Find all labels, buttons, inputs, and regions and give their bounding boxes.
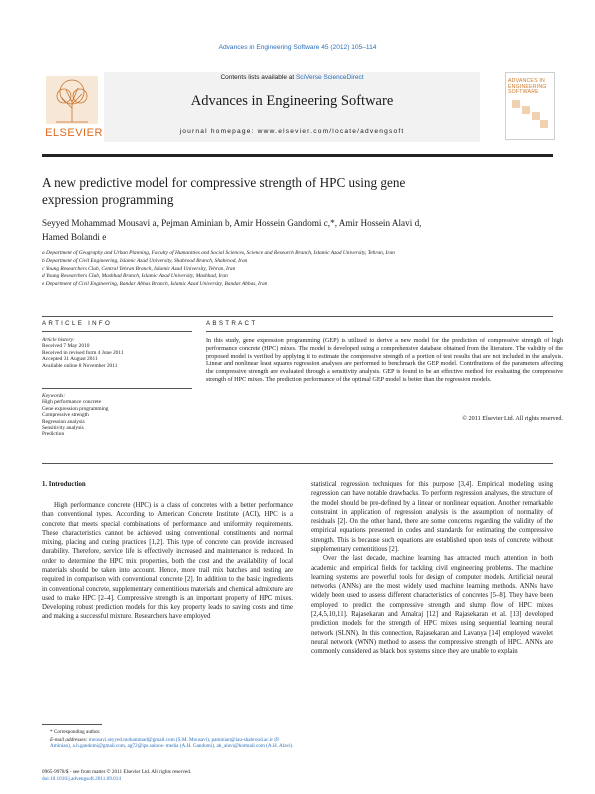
affiliation-item: e Department of Civil Engineering, Bandar Abbas Branch, Islamic Azad University, Bandar Abbas, Iran: [42, 281, 268, 288]
abstract-heading: ABSTRACT: [206, 320, 258, 327]
article-title: [42, 174, 512, 208]
abstract-text: In this study, gene expression programming (GEP) is utilized to derive a new model for the prediction of compressive strength of high performance concrete (HPC) mixes. The model is developed using a comprehensive database obtained from the literature. The validity of the proposed model is verified by applying it to estimate the compressive strength of a portion of test results that are not included in the analysis. Linear and nonlinear least squares regression analyses are performed to benchmark the GEP model. Contributions of the parameters affecting the compressive strength are evaluated through a sensitivity analysis. GEP is found to be an effective method for evaluating the compressive strength of HPC mixes. The prediction performance of the optimal GEP model is better than the regression models.: [206, 337, 563, 383]
cover-title: [508, 79, 552, 96]
journal-name: Advances in Engineering Software: [190, 93, 394, 109]
abstract-rule: [206, 331, 553, 332]
contents-availability: [104, 74, 480, 81]
keywords-label: Keywords:: [42, 393, 66, 399]
footnote-rule: [42, 724, 102, 725]
history-item: Available online 8 November 2011: [42, 362, 118, 369]
keyword: Regression analysis: [42, 418, 85, 425]
article-title-line: expression programming: [42, 192, 174, 207]
affiliation-item: a Department of Geography and Urban Planning, Faculty of Humanities and Social Sciences, Science and Research Branch, Islamic Azad University, Tehran, Iran: [42, 250, 395, 256]
issn-line: 0965-9978/$ - see front matter © 2011 Elsevier Ltd. All rights reserved.: [42, 769, 192, 775]
header-rule: [42, 154, 553, 157]
intro-column-left: [42, 501, 293, 622]
history-item: Received in revised form 4 June 2011: [42, 349, 124, 356]
keyword: Compressive strength: [42, 412, 89, 419]
keyword: High performance concrete: [42, 399, 101, 406]
section-rule: [42, 316, 553, 317]
affiliations: [42, 250, 562, 289]
article-title-line: A new predictive model for compressive strength of HPC using gene: [42, 175, 406, 190]
sciencedirect-link[interactable]: SciVerse ScienceDirect: [295, 74, 364, 81]
affiliation-item: c Young Researchers Club, Central Tehran Branch, Islamic Azad University, Tehran, Iran: [42, 265, 236, 272]
cover-title-line: SOFTWARE: [508, 89, 539, 96]
keyword: Prediction: [42, 431, 65, 438]
cover-title-line: ADVANCES IN: [508, 78, 545, 84]
doi-link[interactable]: doi:10.1016/j.advengsoft.2011.09.014: [42, 776, 121, 782]
emails-line[interactable]: media (A.H. Gandomi), ah_alavi@hotmail.com (A.H. Alavi).: [165, 743, 294, 750]
authors-line: Hamed Bolandi e: [42, 232, 107, 242]
paragraph: statistical regression techniques for this purpose [3,4]. Empirical modeling using regression can have notable drawbacks. To perform regression analyses, the structure of the model should be pre-defined by a linear or nonlinear equation. Another remarkable constraint in application of regression analysis is the assumption of normality of residuals [2]. On the other hand, there are some concerns regarding the validity of the empirical equations presented in codes and standards for estimating the compressive strength. This is because such equations are established upon tests of concrete without supplementary cementitious [2].: [311, 481, 553, 553]
intro-column-right: [311, 480, 553, 656]
paragraph: High performance concrete (HPC) is a class of concretes with a better performance than conventional types. According to American Concrete Institute (ACI), HPC is a concrete that meets special combinations of performance and uniformity requirements. These characteristics cannot be achieved using conventional constituents and normal mixing, placing and curing practices [1,2]. This type of concrete can provide increased durability. Therefore, service life is effectively increased and maintenance is reduced. In order to determine the HPC mix properties, both the cost and the availability of local materials should be taken into account. Hence, more trail mix batches and testing are required in comparison with conventional concrete [2]. In addition to the basic ingredients in conventional concrete, supplementary cementitious materials and chemical admixture are used to make HPC [2–4]. Compressive strength is an important property of HPC mixes. Developing robust prediction models for this key property leads to saving costs and time and making a successful mixture. Researchers have employed: [42, 502, 293, 621]
article-info-heading: ARTICLE INFO: [42, 320, 113, 327]
journal-reference[interactable]: Advances in Engineering Software 45 (2012) 105–114: [218, 44, 377, 51]
emails-line[interactable]: mousavi.seyyed.mohammad@gmail.com (S.M. Mousavi), paminian@iau-shahrood.ac.ir (P. Aminian), a.h.gandomi@gmail.com, ag72@ips.saloos-: [50, 737, 280, 750]
affiliation-item: d Young Researchers Club, Mashhad Branch, Islamic Azad University, Mashhad, Iran: [42, 273, 228, 280]
affiliation-item: b Department of Civil Engineering, Islamic Azad University, Shahrood Branch, Shahrood, Iran: [42, 257, 248, 264]
history-label: Article history:: [42, 337, 75, 343]
corresponding-author-note: * Corresponding author.: [50, 729, 101, 735]
author-list: [42, 216, 562, 244]
article-info-rule: [42, 331, 192, 332]
history-rule: [42, 388, 192, 389]
abstract-bottom-rule: [42, 463, 553, 464]
keywords-block: [42, 393, 197, 438]
history-item: Received 7 May 2010: [42, 343, 90, 350]
article-history: [42, 337, 197, 369]
contents-prefix: Contents lists available at: [220, 74, 296, 81]
keyword: Gene expression programming: [42, 405, 109, 412]
journal-homepage[interactable]: journal homepage: www.elsevier.com/locate/advengsoft: [179, 128, 405, 135]
cover-graphic: [512, 100, 548, 130]
introduction-heading: 1. Introduction: [42, 481, 86, 488]
emails-label: E-mail addresses:: [50, 737, 89, 743]
paragraph: Over the last decade, machine learning has attracted much attention in both academic and empirical fields for tackling civil engineering problems. The machine learning systems are powerful tools for design of computer models. Artificial neural networks (ANNs) are the most widely used machine learning methods. ANNs have widely been used to assess different characteristics of concretes [5–8]. They have been employed to predict the compressive strength and slump flow of HPC mixes [2,4,5,10,11]. Rajasekaran and Amalraj [12] and Rajasekaran et al. [13] developed prediction models for the strength of HPC mixes using sequential learning neural network (SLNN). In this connection, Rajasekaran and Lavanya [14] employed wavelet neural network (WNN) method to assess the compressive strength of HPC. ANNs are commonly considered as black box systems since they are unable to explain: [311, 555, 553, 656]
history-item: Accepted 31 August 2011: [42, 356, 98, 363]
copyright-line: © 2011 Elsevier Ltd. All rights reserved.: [462, 415, 563, 422]
publisher-wordmark: ELSEVIER: [45, 127, 103, 139]
keyword: Sensitivity analysis: [42, 425, 84, 432]
authors-line: Seyyed Mohammad Mousavi a, Pejman Aminian b, Amir Hossein Gandomi c,*, Amir Hossein Alavi d,: [42, 218, 422, 228]
email-addresses: [50, 737, 296, 749]
cover-title-line: ENGINEERING: [508, 83, 547, 90]
